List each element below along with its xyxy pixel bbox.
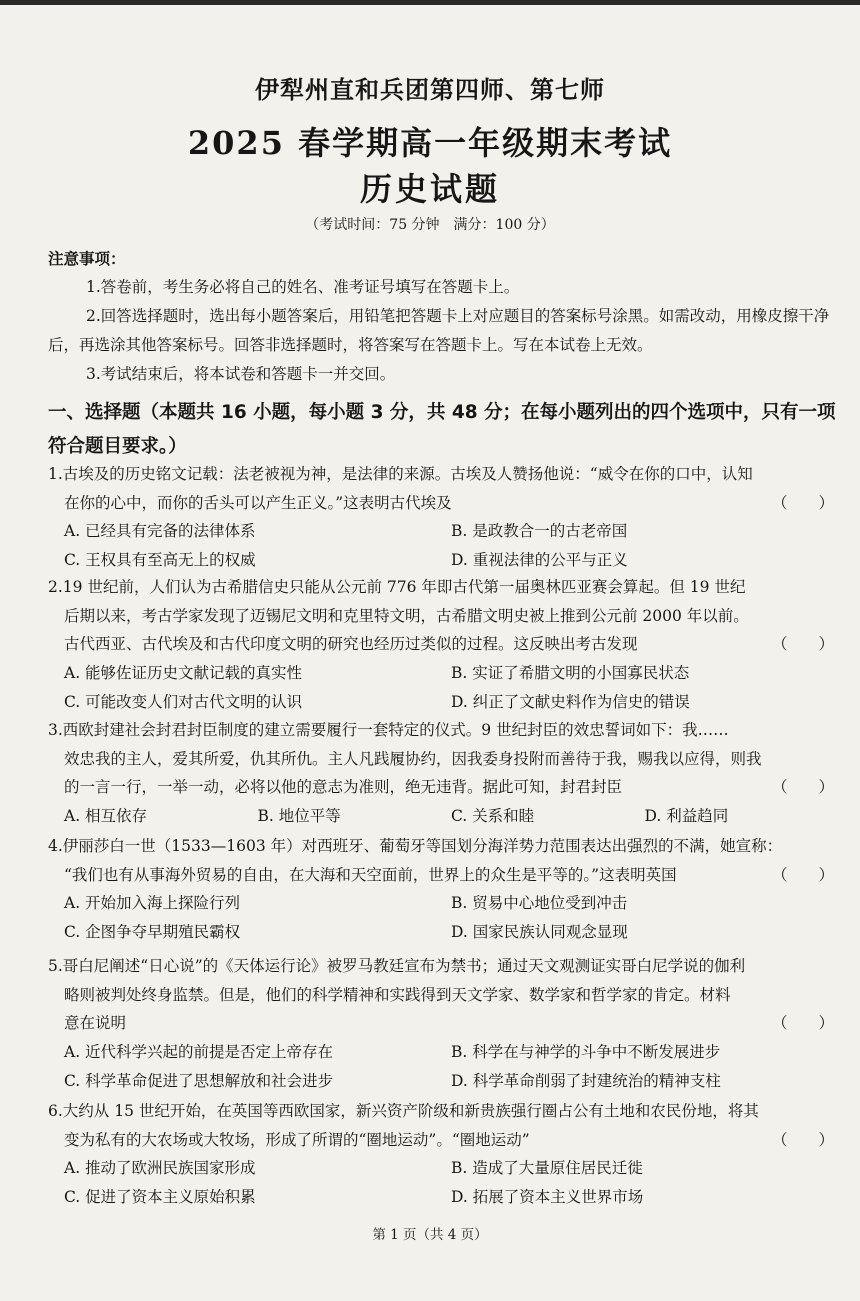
question [48,1097,838,1212]
option-a: A. 近代科学兴起的前提是否定上帝存在 [64,1042,334,1061]
option-a: A. 已经具有完备的法律体系 [64,522,256,540]
answer-paren: （ ） [771,865,834,884]
stem-line: 古代西亚、古代埃及和古代印度文明的研究也经历过类似的过程。这反映出考古发现 （ ） [48,630,838,659]
option-d: D. 利益趋同 [644,806,729,825]
question [48,573,838,717]
options [48,517,838,575]
stem-line: 效忠我的主人，爱其所爱，仇其所仇。主人凡践履协约，因我委身投附而善待于我，赐我以应得，则我 [64,749,762,768]
stem-line: 5.哥白尼阐述“日心说”的《天体运行论》被罗马教廷宣布为禁书；通过天文观测证实哥白尼学说的伽利 [48,957,746,975]
question-stem [48,460,838,517]
option-b: B. 实证了希腊文明的小国寡民状态 [451,663,690,682]
answer-paren: （ ） [771,778,834,796]
option-c: C. 关系和睦 [451,806,535,825]
question [48,716,838,831]
answer-paren: （ ） [771,493,834,512]
stem-line: 略则被判处终身监禁。但是，他们的科学精神和实践得到天文学家、数学家和哲学家的肯定。材料 [64,985,731,1004]
option-b: B. 科学在与神学的斗争中不断发展进步 [451,1042,721,1061]
stem-line: 在你的心中，而你的舌头可以产生正义。”这表明古代埃及 （ ） [48,489,838,518]
question-stem [48,573,838,659]
option-a: A. 能够佐证历史文献记载的真实性 [64,663,303,682]
option-d: D. 国家民族认同观念显现 [451,923,628,941]
notice-item: 1.答卷前，考生务必将自己的姓名、准考证号填写在答题卡上。 [86,278,520,296]
notice-title: 注意事项： [48,249,126,268]
options [48,802,838,831]
question-stem [48,832,838,889]
question [48,952,838,1096]
question-stem [48,716,838,802]
answer-paren: （ ） [771,635,834,653]
exam-organizer: 伊犁州直和兵团第四师、第七师 [255,75,605,104]
exam-subject: 历史试题 [359,170,500,208]
notice-item: 2.回答选择题时，选出每小题答案后，用铅笔把答题卡上对应题目的答案标号涂黑。如需改动，用橡皮擦干净后，再选涂其他答案标号。回答非选择题时，将答案写在答题卡上。写在本试卷上无效。 [48,307,830,354]
stem-line: 2.19 世纪前，人们认为古希腊信史只能从公元前 776 年即古代第一届奥林匹亚赛会算起。但 19 世纪 [48,578,746,596]
answer-paren: （ ） [771,1130,834,1149]
option-d: D. 拓展了资本主义世界市场 [451,1188,644,1206]
stem-line: 变为私有的大农场或大牧场，形成了所谓的“圈地运动”。“圈地运动” （ ） [48,1126,838,1155]
option-a: A. 推动了欧洲民族国家形成 [64,1159,256,1177]
stem-line: 6.大约从 15 世纪开始，在英国等西欧国家，新兴资产阶级和新贵族强行圈占公有土地和农民份地，将其 [48,1102,759,1120]
page-footer: 第 1 页（共 4 页） [372,1227,488,1243]
stem-line: 1.古埃及的历史铭文记载：法老被视为神，是法律的来源。古埃及人赞扬他说：“威令在你的口中，认知 [48,465,753,483]
options [48,1154,838,1212]
option-a: A. 相互依存 [64,806,148,825]
option-b: B. 地位平等 [257,806,341,825]
option-c: C. 科学革命促进了思想解放和社会进步 [64,1071,334,1090]
options [48,659,838,717]
question-stem [48,1097,838,1154]
options [48,889,838,947]
option-c: C. 促进了资本主义原始积累 [64,1188,256,1206]
option-d: D. 纠正了文献史料作为信史的错误 [451,692,690,711]
question-stem [48,952,838,1038]
section-heading: 一、选择题（本题共 16 小题，每小题 3 分，共 48 分；在每小题列出的四个选项中，只有一项符合题目要求。） [48,402,836,457]
option-b: B. 贸易中心地位受到冲击 [451,894,628,912]
option-c: C. 可能改变人们对古代文明的认识 [64,692,303,711]
question [48,832,838,947]
stem-line: 3.西欧封建社会封君封臣制度的建立需要履行一套特定的仪式。9 世纪封臣的效忠誓词如下：我…… [48,721,729,739]
exam-title: 2025 春学期高一年级期末考试 [187,124,673,162]
option-b: B. 是政教合一的古老帝国 [451,522,628,540]
stem-line: 意在说明 （ ） [48,1009,838,1038]
stem-line: 后期以来，考古学家发现了迈锡尼文明和克里特文明，古希腊文明史被上推到公元前 2000 年以前。 [64,606,749,625]
notice-item: 3.考试结束后，将本试卷和答题卡一并交回。 [86,365,396,383]
option-d: D. 科学革命削弱了封建统治的精神支柱 [451,1071,721,1090]
stem-line: “我们也有从事海外贸易的自由，在大海和天空面前，世界上的众生是平等的。”这表明英国 （ ） [48,861,838,890]
options [48,1038,838,1096]
stem-line: 的一言一行，一举一动，必将以他的意志为准则，绝无违背。据此可知，封君封臣 （ ） [48,773,838,802]
option-b: B. 造成了大量原住居民迁徙 [451,1159,643,1177]
option-a: A. 开始加入海上探险行列 [64,894,241,912]
stem-line: 4.伊丽莎白一世（1533—1603 年）对西班牙、葡萄牙等国划分海洋势力范围表达出强烈的不满，她宣称： [48,837,783,855]
question [48,460,838,575]
exam-meta: （考试时间：75 分钟 满分：100 分） [305,217,555,233]
option-c: C. 王权具有至高无上的权威 [64,551,256,569]
answer-paren: （ ） [771,1014,834,1032]
option-c: C. 企图争夺早期殖民霸权 [64,923,241,941]
option-d: D. 重视法律的公平与正义 [451,551,628,569]
